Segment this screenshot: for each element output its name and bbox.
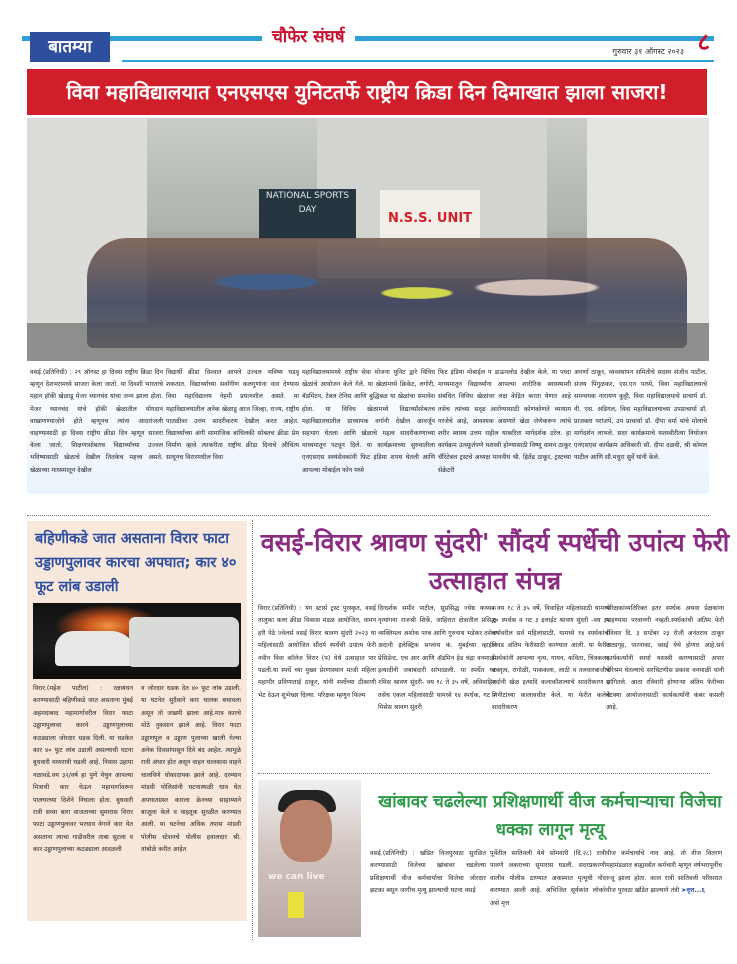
continued-link[interactable]: ➤वृत्त...६ bbox=[681, 887, 705, 895]
section-label: बातम्या bbox=[30, 32, 110, 62]
photo-watermark: we can live bbox=[268, 872, 325, 882]
electrocution-headline: खांबावर चढलेल्या प्रशिक्षणार्थी वीज कर्मचाऱ्याचा विजेचा धक्का लागून मृत्यू bbox=[378, 792, 722, 840]
article-column bbox=[606, 848, 722, 898]
article-column: महाविद्यालयामध्ये राष्ट्रीय सेवा योजना युनिट द्वारे विविध खेळांचे आयोजन केले गेले. या खेळांमध्ये क्रिकेट, लगोरी, बॅडमिंटन, टेबल टेनिस आणि बुद्धिबळ या खेळांचा समावेश होता. या विविध खेळांमध्ये विद्यार्थ्यांसोबतच महाविद्यालयातील प्राध्यापक वर्गानी देखील आवर्जून सहभाग घेतला आणि खेळाचे महत्व सादरीकरणाच्या माध्यमातून पटवून दिले. या कार्यक्रमाच्या सुरुवातीला एनएसएस स्वयंसेवकांनी फिट इंडिया शपथ घेतली आणि आपल्या मोबाईल फोन मध्ये bbox=[302, 369, 435, 474]
divider bbox=[252, 520, 253, 940]
pageant-headline: वसई-विरार श्रावण सुंदरी' सौंदर्य स्पर्धेची उपांत्य फेरी उत्साहात संपन्न bbox=[260, 528, 730, 595]
lead-headline: विवा महाविद्यालयात एनएसएस युनिटतर्फे राष्ट्रीय क्रिडा दिन दिमाखात झाला साजरा! bbox=[27, 69, 707, 115]
accident-headline: बहिणीकडे जात असताना विरार फाटा उड्डाणपुलावर कारचा अपघात; कार ४० फूट लांब उडाली bbox=[35, 531, 237, 595]
article-column: वसई.(प्रतिनिधी) : खंडित विजपुरवठा सुरळित करण्यासाठी विजेच्या खांबावर चढलेल्या प्रशिक्षणार्थी वीज कर्मचार्याचा विजेचा जोरदार झटका बसून जागीच मृत्यू झाल्याची घटना वसई bbox=[370, 850, 486, 895]
article-column-text: वीज कर्मचार्याचे नाव आहे. तो वीज वितरण महामंडळात बाह्यस्त्रोत कर्मचारी म्हणून वर्षभरापूर्वीच रुजू झाला होता. काल रात्री सातिवली परिसरात वीज पुरवठा खंडित झाल्याने तंत्री bbox=[606, 850, 722, 895]
car-shape bbox=[55, 631, 137, 666]
article-column: फिट इंडिया मोबाईल प डाऊनलोड देखील केले. या पध्दा माध्यमातून विद्यार्थ्यांना आपल्या शारीरिक स्वास्थ्याशी संबंधित विविध खेळांवर लक्ष केंद्रित करता येणार आहे तसेच त्यांच्या सदृढ आरोग्यासाठी कोणकोणते व्यायाम गरजेचे आहे, आवश्यक असणारे खेळ जेणेकरून त्यांचे शरीर स्वास्थ उत्तम राहील याकरिता मार्गदर्शक ठरेल. हा कार्यक्रम उत्स्फूर्तपणे यशस्वी होण्यासाठी विष्णू वामन ठाकूर चॅरिटेबल ट्रस्टचे अध्यक्ष माननीय श्री. हितेंद्र ठाकूर, ट्रस्टच्या सेक्रेटरी bbox=[438, 369, 571, 474]
victim-photo bbox=[258, 780, 361, 937]
article-column: पूर्वेतील सातिवली येथे सोमवारी (दि.२८) रात्री पावणे अकराच्या सुमारास घडली. सदरप्रकरणी वालीव पोलीस ठाण्यात अकस्मात मृत्यूची नोंद करण्यात आली आहे. अभिजित सूर्यकांत लोकरे असे मृत्त bbox=[490, 850, 606, 907]
divider bbox=[27, 515, 709, 516]
lead-article-body bbox=[27, 363, 709, 494]
newspaper-name: चौफेर संघर्ष bbox=[262, 24, 355, 47]
article-column: वसई.(प्रतिनिधी) : २९ ऑगस्ट हा दिवस राष्ट्रीय क्रिडा दिन म्हणून देशभरामध्ये साजरा केला जातो. या दिवशी भारताचे महान हॉकी खेळाडू मेजर ध्यानचंद यांचा जन्म झाला होता. मेजर ध्यानचंद यांचे हॉकी खेळातील योगदान वाखाणण्याजोगे होते म्हणूनच त्यांना आदरांजली वाहण्यासाठी हा दिवस राष्ट्रीय क्रीडा दिन म्हणून साजरा केला जातो. शिक्षणासोबतच विद्यार्थ्यांच्या उज्वल भविष्यासाठी खेळाचे देखील तितकेच महत्त्व असते. खेळाच्या माध्यमातून देखील bbox=[30, 369, 163, 474]
accident-story bbox=[27, 521, 247, 921]
article-column: - वय १८ ते ३५ वर्षे, विवाहित महिलांसाठी यामध्ये १० स्पर्धक व गट ३ इलाईट श्रावण सुंदरी -वय ३५ वर्षावरील सर्व महिलांसाठी, यामध्ये १४ स्पर्धकांची निवड अंतिम फेरीसाठी करण्यात आली. या फेरीत स्पर्धकांनी आपल्या नृत्य, गायन, कविता, चित्रकला, वक्तृत्व, रांगोळी, पाककला, लाठी व तलवारबाजीचे मर्दानी खेळ इत्यादि कलाकौशल्याचे सादरीकरण ३ मिनीटांच्या कालावधीत केले. या फेरीत कलेचे सादरीकरण bbox=[492, 605, 610, 712]
article-column: परिक्षकांव्यतिरिक्त इतर स्पर्धक अथवा प्रेक्षकांना पाहण्यास परवानगी नव्हती.स्पर्धकांची अंतिम फेरी रविवार दि. ३ सप्टेंबर २३ रोजी अनंतराव ठाकूर नाट्यगृह, पारनाका, वसई येथे होणार आहे.सर्व कार्यकर्त्यांनी स्पर्धा यशस्वी करण्यासाठी अपार परिश्रम घेतल्याचे सरचिटणीस प्रकाश वनमाळी यांनी सांगितले. आता रविवारी होणाऱ्या अंतिम फेरीच्या नेटक्या आयोजनासाठी कार्यकर्त्यांनी कंबर कसली आहे. bbox=[606, 605, 724, 712]
group-of-students bbox=[87, 238, 687, 348]
issue-date: गुरुवार ३१ ऑगस्ट २०२३ bbox=[612, 47, 684, 56]
accident-photo bbox=[33, 603, 241, 679]
lead-photo bbox=[27, 118, 709, 361]
masthead-rule bbox=[22, 36, 714, 41]
article-column: विरार.(महेश पाटील) : रक्षाबंधन करण्यासाठी बहिणीकडे जात असताना मुंबई अहमदाबाद महामार्गावरील विरार फाटा उड्डाणपुलावर कारने उड्डाणपुलाच्या कठड्याला जोरदार धडक दिली. या धडकेत कार ४० फूट लांब उडाली असल्याची घटना बुधवारी मध्यरात्री घडली आहे. निवास उहापा नळावडे.वय ३२/वर्ष हा पुणे येथुन आपल्या मित्राची कार घेऊन महामार्गावरून पालघरच्या दिशेने निघाला होता. बुधवारी रात्री सव्वा बारा वाजताच्या सुमारास विरार फाटा उड्डाणपुलावर भरधाव वेगाने कार येत असताना त्याचा गाडीवरील ताबा सुटला व कार उड्डाणपुलाच्या कठड्याला आदळली bbox=[33, 685, 133, 854]
article-column: व जोरदार धडक देत ४० फूट लांब उडाली. या घटनेत सुदैवाने कार चालक बचावला असून तो जखमी झाला आहे.मात्र कारचे मोठे नुकसान झाले आहे. विरार फाटा उड्डाणपूल व उड्डाण पुलाच्या खाली गेल्या अनेक दिवसांपासून दिवे बंद आहेत. त्यामुळे रात्री अंधार होत असून वाहन चालकास वाहने चालविणे धोकादायक झाले आहे. दरम्यान मांडवी पोलिसांनी घटनास्थळी धाव घेत अपघातग्रस्त कारला क्रेनच्या साहाय्याने बाजूला केले व वाहतूक सुरळीत करण्यात आली. या घटनेचा अधिक तपास मांडवी पोलीस स्टेशनचे पोलीस हवालदार श्री. तांबोळे करीत आहेत bbox=[141, 685, 241, 854]
nss-banner: N.S.S. UNIT bbox=[380, 190, 480, 248]
page-number: ८ bbox=[697, 28, 710, 56]
article-column: अपर्णा ठाकूर, व्यवस्थापन समितीचे सदस्य संजीव पाटील, संजय पिंगुळकर, एस.एन पाध्ये, विवा महाविद्यालयाचे समन्वयक नारायण कुट्टी, विवा महाविद्यालयाचे प्राचार्य डॉ. वी. एस. अडिगल, विवा महाविद्यालयाच्या उपप्राचार्या डॉ. प्राजक्ता परांजपे, उप प्राचार्या डॉ. दीपा वर्मा यांचे मोलाचे मार्गदर्शन लाभले. सदर कार्यक्रमाचे यशस्वीरीत्या नियोजन एनएसएस कार्यक्रम अधिकारी सौ. दीपा दळवी, श्री कोमल पाटील आणि सौ.मधुरा सुर्वे यांनी केले. bbox=[574, 369, 707, 462]
car-shape bbox=[129, 617, 239, 667]
article-column: विरार.(प्रतिनिधी) : यंग स्टार्स ट्रस्ट पुरस्कृत, वसई तालुका कला क्रीडा विकास मंडळ आयोजित, वामन हरी पेठे ज्वेलर्स वसई विरार श्रावण सुंदरी २०२३ या महिलांसाठी आयोजित सौंदर्य स्पर्धेची उपांत्य फेरी नवीन विवा कॉलेज विरार (प) येथे उत्साहात पार पडली.या स्पर्धे च्या मुख्य प्रेरणास्थान माजी महिला महापौर प्रविणाताई ठाकूर, यांनी स्पर्धेच्या ठीकाणी भेट देऊन शुभेच्छा दिल्या. परिक्षक म्हणून फिल्म bbox=[258, 605, 376, 699]
article-column: दिग्दर्शक समीर पाटील, सुप्रसिद्ध ज्येष्ठ कथ्थक नृत्यांगना राजश्री शिर्के, जाहिरात क्षेत्रातील प्रसिद्ध व्यक्तिमत्व अशोक परब आणि गुरुनाथ भडेकर तसेच अदानी इलेक्ट्रिक सप्लाय कं. मुंबईच्या व्हाईस प्रेसिडेन्ट, एच आर आणि ॲडमिन हेड चंद्रा वनमाळी इत्यादींनी जबाबदारी सांभाळली. या स्पर्धेत गट १मिस श्रावण सुंदरी- वय १८ ते ३५ वर्षे, अविवाहित तसेच एकल महिलांसाठी यामध्ये १४ स्पर्धक, गट २ मिसेस श्रावण सुंदरी bbox=[378, 605, 496, 712]
article-column: विद्यार्थी क्रीडा विश्वात आपले उज्वल भविष्य घडवू शकतात. विद्यार्थ्यांच्या सर्वांगीण कलगुणांना वाव देण्यास विवा महाविद्यालय नेहमी प्रयत्नशील असते. या महाविद्यालयातील अनेक खेळाडू आज जिल्हा, राज्य, राष्ट्रीय पातळीवर उत्तम सादरीकरण देखील करत आहेत. विद्यार्थ्यांच्या अंगी सामाजिक बांधिलकी सोबतच क्रीडा प्रेम निर्माण व्हावे त्याकरीता राष्ट्रीय क्रीडा दिनाचे औचित्य साधूनच विरारमधील विवा bbox=[166, 369, 299, 462]
masthead bbox=[22, 22, 714, 68]
sports-day-sign: NATIONAL SPORTS DAY bbox=[259, 189, 356, 239]
masthead-rule-lower bbox=[122, 60, 714, 62]
divider bbox=[258, 773, 710, 774]
